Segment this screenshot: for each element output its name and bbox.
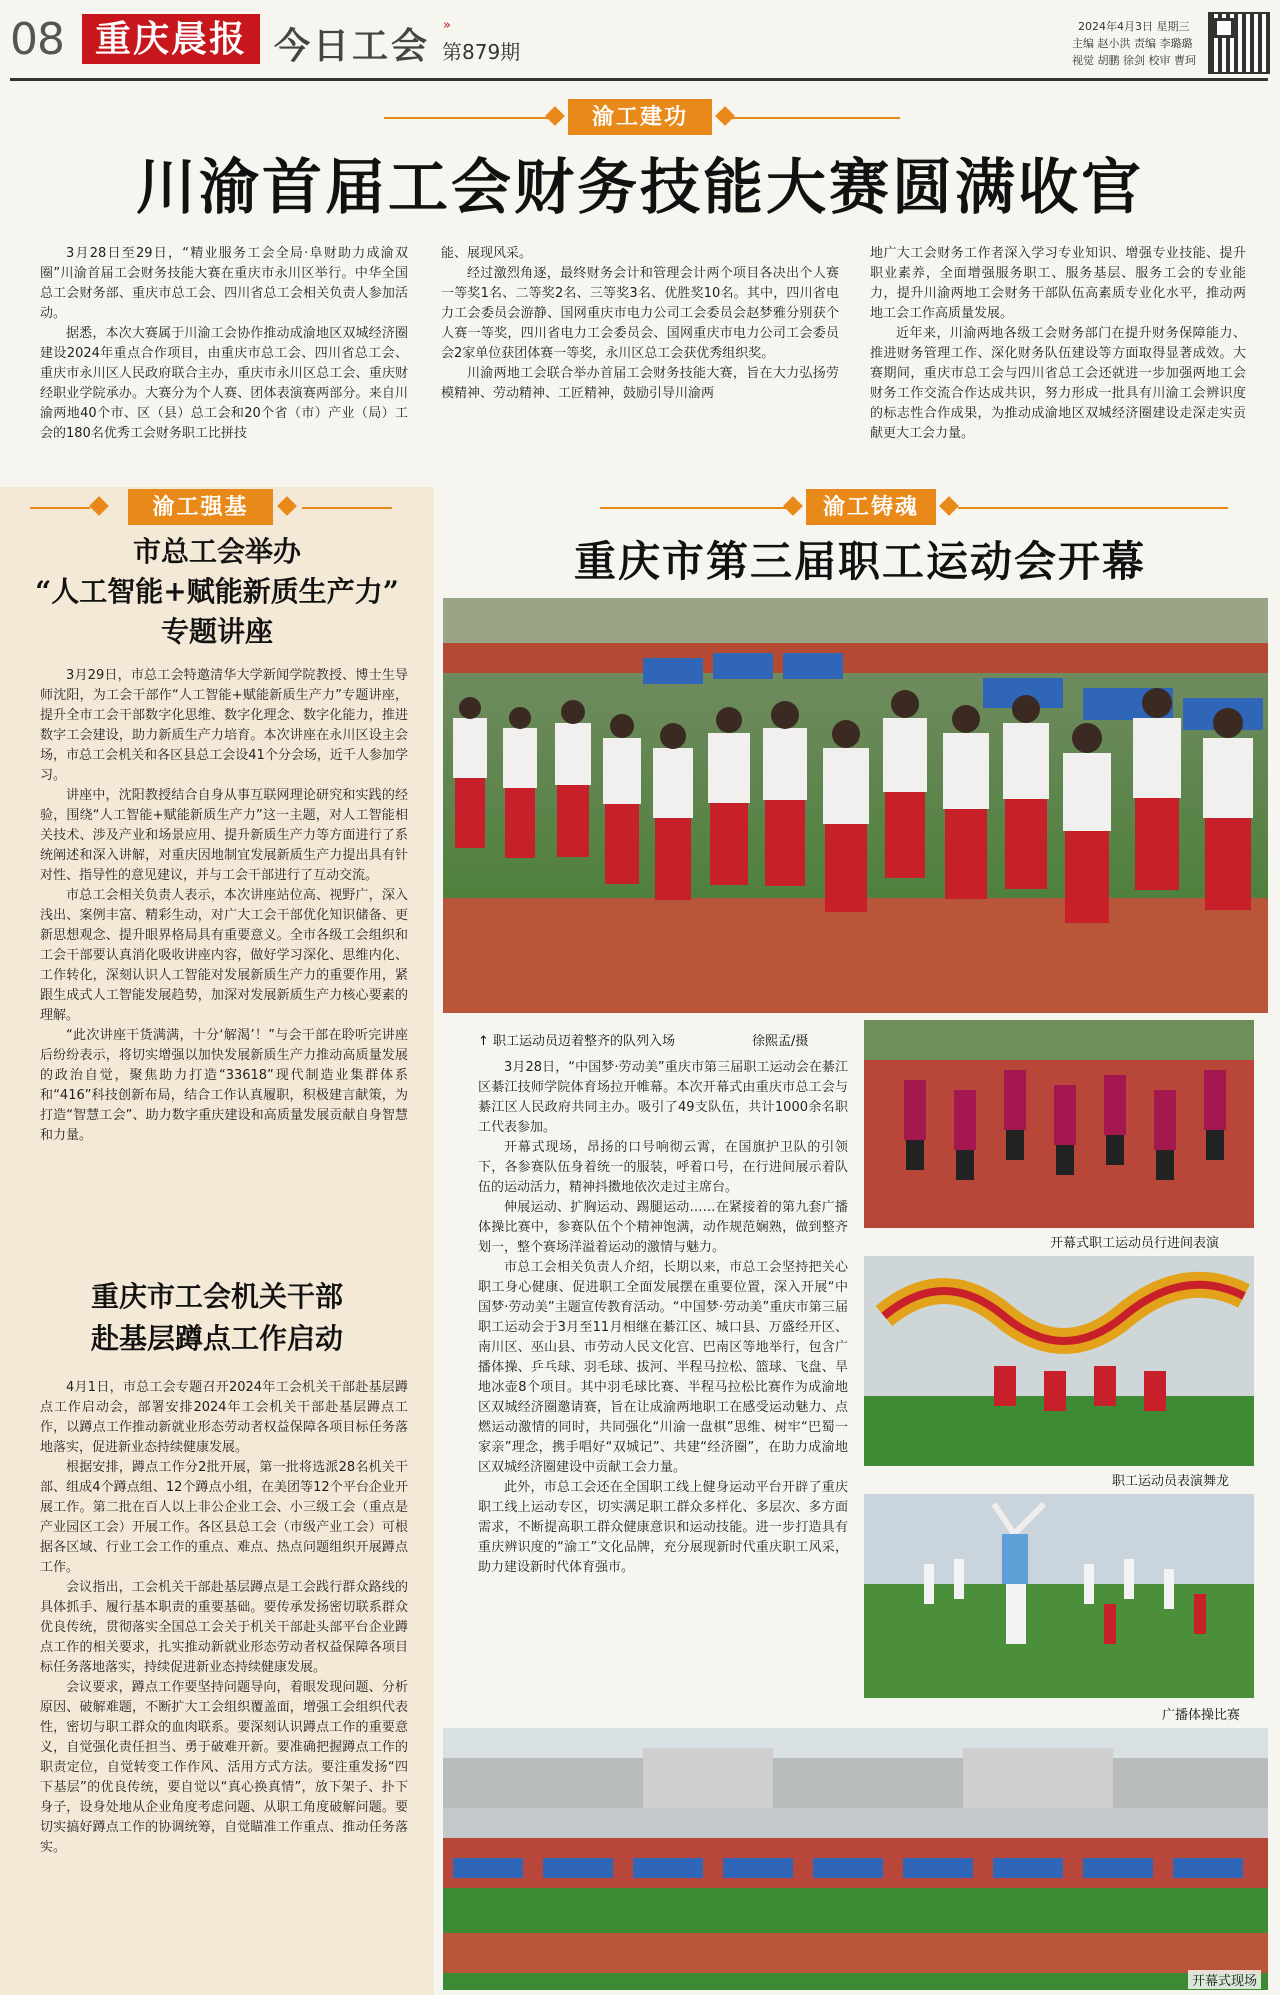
kicker-line <box>600 507 790 509</box>
kicker-diamond-icon <box>783 496 803 516</box>
kicker-line <box>958 507 1228 509</box>
paragraph: 讲座中，沈阳教授结合自身从事互联网理论研究和实践的经验，围绕“人工智能+赋能新质生产力”这一主题，对人工智能相关技术、涉及产业和场景应用、提升新质生产力等方面进行了系统阐述和深入讲解，对重庆因地制宜发展新质生产力提出具有针对性、指导性的意见建议，并与工会干部进行了互动交流。 <box>40 788 408 883</box>
page-number: 08 <box>10 14 64 65</box>
issue-number: 第879期 <box>442 40 521 64</box>
photo-dragon-dance <box>864 1256 1254 1466</box>
photo-athletes-entering <box>443 598 1268 1013</box>
headline-line: 赴基层蹲点工作启动 <box>90 1322 343 1355</box>
kicker-label: 渝工铸魂 <box>806 489 936 525</box>
paragraph: 会议指出，工会机关干部赴基层蹲点是工会践行群众路线的具体抓手、履行基本职责的重要基础。要传承发扬密切联系群众优良传统，贯彻落实全国总工会关于机关干部赴头部平台企业蹲点工作的相关要求，扎实推动新就业形态劳动者权益保障各项目标任务落地落实，持续促进新业态持续健康发展。 <box>40 1580 408 1675</box>
headline-line: “人工智能+赋能新质生产力” <box>35 575 399 608</box>
qr-code-icon[interactable] <box>1208 12 1270 74</box>
arrow-icon: » <box>443 18 451 33</box>
section-title: 今日工会 <box>274 25 431 67</box>
left-story2-body <box>40 1378 408 1858</box>
top-story-col3 <box>870 244 1246 444</box>
photo3-caption: 职工运动员表演舞龙 <box>1112 1474 1230 1489</box>
photo2-caption: 开幕式职工运动员行进间表演 <box>1050 1236 1220 1251</box>
top-story-col1 <box>40 244 408 444</box>
editors-line: 主编 赵小洪 责编 李璐璐 <box>1072 37 1193 50</box>
photo-credit: 徐熙孟/摄 <box>752 1034 809 1049</box>
caption-arrow-icon: ↑ <box>478 1034 494 1049</box>
paragraph: “此次讲座干货满满，十分‘解渴’！”与会干部在聆听完讲座后纷纷表示，将切实增强以加快发展新质生产力推动高质量发展的政治自觉，聚焦助力打造“33618”现代制造业集群体系和“416”科技创新布局，结合工作认真履职，积极建言献策，为打造“智慧工会”、助力数字重庆建设和高质量发展贡献自身智慧和力量。 <box>40 1028 408 1143</box>
paragraph: 近年来，川渝两地各级工会财务部门在提升财务保障能力、推进财务管理工作、深化财务队伍建设等方面取得显著成效。大赛期间，重庆市总工会与四川省总工会还就进一步加强两地工会财务工作交流合作达成共识，努力形成一批具有川渝工会辨识度的标志性合作成果，为推动成渝地区双城经济圈建设走深走实贡献更大工会力量。 <box>870 326 1246 441</box>
paragraph: 开幕式现场，昂扬的口号响彻云霄，在国旗护卫队的引领下，各参赛队伍身着统一的服装，呼着口号，在行进间展示着队伍的运动活力，精神抖擞地依次走过主席台。 <box>478 1140 848 1195</box>
left-story1-body <box>40 666 408 1146</box>
photo4-caption: 广播体操比赛 <box>1162 1708 1241 1723</box>
kicker-line <box>732 117 900 119</box>
photo-broadcast-gymnastics-image <box>864 1494 1254 1698</box>
kicker-diamond-icon <box>545 106 565 126</box>
photo-opening-ceremony <box>443 1728 1268 1990</box>
kicker-label: 渝工建功 <box>568 99 712 135</box>
paragraph: 能、展现风采。 <box>441 246 533 261</box>
paragraph: 根据安排，蹲点工作分2批开展，第一批将选派28名机关干部、组成4个蹲点组、12个蹲点小组，在美团等12个平台企业开展工作。第二批在百人以上非公企业工会、小三级工会（重点是产业园区工会）开展工作。各区县总工会（市级产业工会）可根据各区域、行业工会工作的重点、难点、热点问题组织开展蹲点工作。 <box>40 1460 408 1575</box>
kicker-label: 渝工强基 <box>128 489 273 525</box>
kicker-line <box>30 507 90 509</box>
kicker-line <box>302 507 392 509</box>
paragraph: 市总工会相关负责人介绍，长期以来，市总工会坚持把关心职工身心健康、促进职工全面发展摆在重要位置，深入开展“中国梦·劳动美”主题宣传教育活动。“中国梦·劳动美”重庆市第三届职工运动会于3月至11月相继在綦江区、城口县、万盛经开区、南川区、巫山县、市劳动人民文化宫、巴南区等地举行，包含广播体操、乒乓球、羽毛球、拔河、半程马拉松、篮球、飞盘、旱地冰壶8个项目。其中羽毛球比赛、半程马拉松比赛作为成渝地区双城经济圈邀请赛，旨在让成渝两地职工在感受运动魅力、点燃运动激情的同时，共同强化“川渝一盘棋”思维、树牢“巴蜀一家亲”理念，携手唱好“双城记”、共建“经济圈”，在助力成渝地区双城经济圈建设中贡献工会力量。 <box>478 1260 848 1475</box>
photo-opening-ceremony-image <box>443 1728 1268 1990</box>
paragraph: 3月28日，“中国梦·劳动美”重庆市第三届职工运动会在綦江区綦江技师学院体育场拉开帷幕。本次开幕式由重庆市总工会与綦江区人民政府共同主办。吸引了49支队伍，共计1000余名职工代表参加。 <box>478 1060 848 1135</box>
headline-line: 市总工会举办 <box>132 535 301 568</box>
paragraph: 市总工会相关负责人表示，本次讲座站位高、视野广，深入浅出、案例丰富、精彩生动，对广大工会干部优化知识储备、更新思想观念、提升眼界格局具有重要意义。全市各级工会组织和工会干部要认真消化吸收讲座内容，做好学习深化、思维内化、工作转化，深刻认识人工智能对发展新质生产力的重要作用，紧跟生成式人工智能发展趋势，加深对发展新质生产力核心要素的理解。 <box>40 888 408 1023</box>
paragraph: 伸展运动、扩胸运动、踢腿运动……在紧接着的第九套广播体操比赛中，参赛队伍个个精神饱满，动作规范娴熟，做到整齐划一，整个赛场洋溢着运动的激情与魅力。 <box>478 1200 848 1255</box>
kicker-line <box>384 117 552 119</box>
kicker-diamond-icon <box>939 496 959 516</box>
paragraph: 3月29日，市总工会特邀清华大学新闻学院教授、博士生导师沈阳，为工会干部作“人工智能+赋能新质生产力”专题讲座，提升全市工会干部数字化思维、数字化理念、数字化能力，推进数字工会建设，助力新质生产力培育。本次讲座在永川区设主会场，市总工会机关和各区县总工会设41个分会场，近千人参加学习。 <box>40 668 408 783</box>
photo-dragon-dance-image <box>864 1256 1254 1466</box>
paragraph: 经过激烈角逐，最终财务会计和管理会计两个项目各决出个人赛一等奖1名、二等奖2名、三等奖3名、优胜奖10名。其中，四川省电力工会委员会游静、国网重庆市电力公司工会委员会赵梦雅分别获个人赛一等奖，四川省电力工会委员会、国网重庆市电力公司工会委员会2家单位获团体赛一等奖，永川区总工会获优秀组织奖。 <box>441 266 839 361</box>
right-story-body <box>478 1058 848 1578</box>
photo-broadcast-gymnastics <box>864 1494 1254 1698</box>
paragraph: 3月28日至29日，“精业服务工会全局·阜财助力成渝双圈”川渝首届工会财务技能大赛在重庆市永川区举行。中华全国总工会财务部、重庆市总工会、四川省总工会相关负责人参加活动。 <box>40 246 408 321</box>
right-headline: 重庆市第三届职工运动会开幕 <box>573 537 1146 586</box>
kicker-diamond-icon <box>715 106 735 126</box>
caption-text: 职工运动员迈着整齐的队列入场 <box>493 1034 676 1049</box>
date-line: 2024年4月3日 星期三 <box>1078 20 1190 33</box>
top-headline: 川渝首届工会财务技能大赛圆满收官 <box>136 153 1144 223</box>
paragraph: 会议要求，蹲点工作要坚持问题导向，着眼发现问题、分析原因、破解难题，不断扩大工会组织覆盖面，增强工会组织代表性，密切与职工群众的血肉联系。要深刻认识蹲点工作的重要意义，自觉强化责任担当、勇于破难开新。要准确把握蹲点工作的职责定位，自觉转变工作作风、活用方式方法。要注重发扬“四下基层”的优良传统，要自觉以“真心换真情”，放下架子、扑下身子，设身处地从企业角度考虑问题、从职工角度破解问题。要切实搞好蹲点工作的协调统筹，自觉瞄准工作重点、推动任务落实。 <box>40 1680 408 1855</box>
photo-performance-march <box>864 1020 1254 1228</box>
newspaper-masthead-logo: 重庆晨报 <box>82 14 260 64</box>
photo-performance-march-image <box>864 1020 1254 1228</box>
photo-main-caption <box>478 1030 675 1049</box>
headline-line: 专题讲座 <box>160 615 273 648</box>
left-headline-2 <box>10 1276 424 1360</box>
editors-line: 视觉 胡鹏 徐剑 校审 曹珂 <box>1072 54 1196 67</box>
paragraph: 地广大工会财务工作者深入学习专业知识、增强专业技能、提升职业素养，全面增强服务职工、服务基层、服务工会的专业能力，提升川渝两地工会财务干部队伍高素质专业化水平，推动两地工会工作高质量发展。 <box>870 246 1246 321</box>
paragraph: 此外，市总工会还在全国职工线上健身运动平台开辟了重庆职工线上运动专区，切实满足职工群众多样化、多层次、多方面需求，不断提高职工群众健康意识和运动技能。进一步打造具有重庆辨识度的“渝工”文化品牌，充分展现新时代重庆职工风采，助力建设新时代体育强市。 <box>478 1480 848 1575</box>
paragraph: 据悉，本次大赛属于川渝工会协作推动成渝地区双城经济圈建设2024年重点合作项目，由重庆市总工会、四川省总工会、重庆市永川区人民政府联合主办，重庆市永川区总工会、重庆财经职业学院承办。大赛分为个人赛、团体表演赛两部分。来自川渝两地40个市、区（县）总工会和20个省（市）产业（局）工会的180名优秀工会财务职工比拼技 <box>40 326 408 441</box>
top-story-col2 <box>441 244 839 404</box>
photo5-caption: 开幕式现场 <box>1188 1970 1261 1989</box>
paragraph: 川渝两地工会联合举办首届工会财务技能大赛，旨在大力弘扬劳模精神、劳动精神、工匠精神，鼓励引导川渝两 <box>441 366 839 401</box>
header-rule <box>10 78 1268 81</box>
paragraph: 4月1日，市总工会专题召开2024年工会机关干部赴基层蹲点工作启动会，部署安排2024年工会机关干部赴基层蹲点工作，以蹲点工作推动新就业形态劳动者权益保障各项目标任务落地落实，促进新业态持续健康发展。 <box>40 1380 408 1455</box>
headline-line: 重庆市工会机关干部 <box>90 1280 343 1313</box>
left-headline-1 <box>10 532 424 652</box>
photo-athletes-entering-image <box>443 598 1268 1013</box>
